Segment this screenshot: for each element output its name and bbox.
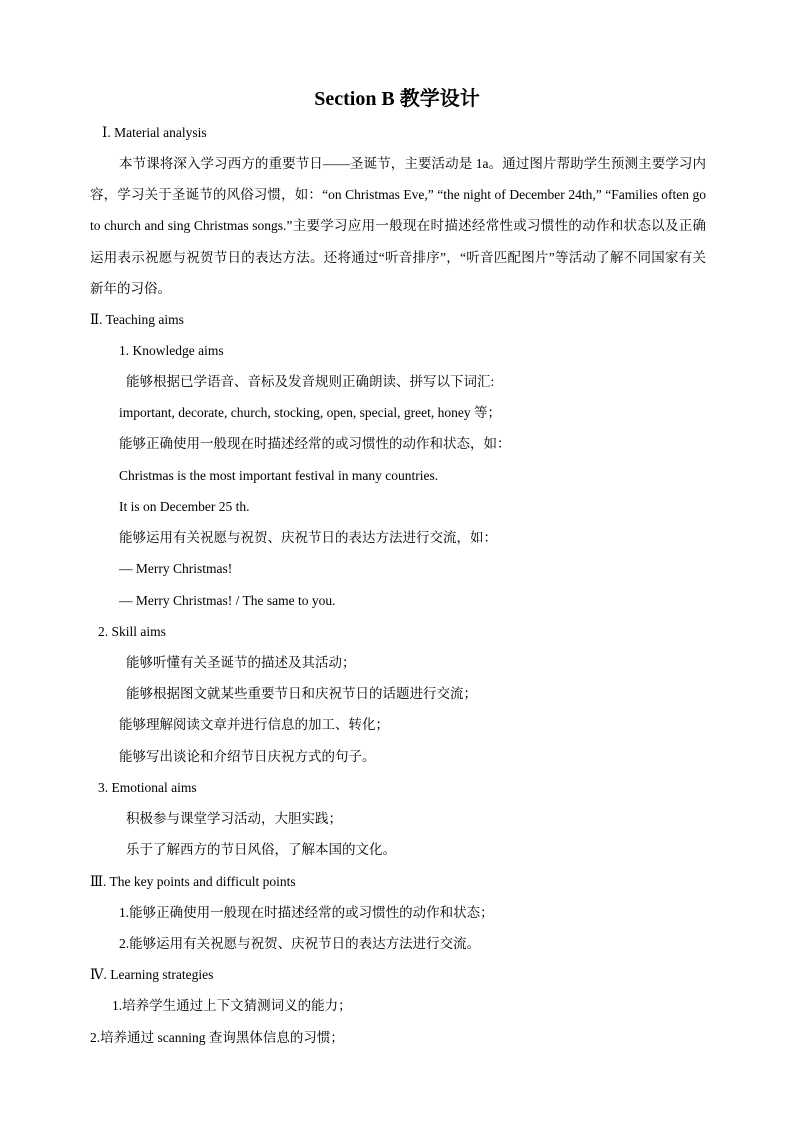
emotional-line: 积极参与课堂学习活动，大胆实践；: [126, 811, 342, 826]
knowledge-line: 能够根据已学语音、音标及发音规则正确朗读、拼写以下词汇:: [126, 374, 495, 389]
knowledge-line: Christmas is the most important festival in many countries.: [119, 468, 439, 483]
subheading-skill-aims: 2. Skill aims: [98, 624, 166, 639]
skill-line: 能够写出谈论和介绍节日庆祝方式的句子。: [119, 749, 376, 764]
knowledge-line: important, decorate, church, stocking, open, special, greet, honey 等；: [119, 405, 502, 420]
material-paragraph: 本节课将深入学习西方的重要节日——圣诞节，主要活动是 1a。通过图片帮助学生预测主要学习内容，学习关于圣诞节的风俗习惯，如：“on Christmas Eve,” “the night of December 24th,” “Families often go to church and sing Christmas songs.”主要学习应用一般现在时描述经常性或习惯性的动作和状态以及正确运用表示祝愿与祝贺节日的表达方法。还将通过“听音排序”，“听音匹配图片”等活动了解不同国家有关新年的习俗。: [90, 156, 706, 296]
strategy-line: 1.培养学生通过上下文猜测词义的能力；: [112, 998, 352, 1013]
subheading-emotional-aims: 3. Emotional aims: [98, 780, 197, 795]
knowledge-line: 能够运用有关祝愿与祝贺、庆祝节日的表达方法进行交流，如：: [119, 530, 497, 545]
knowledge-line: It is on December 25 th.: [119, 499, 250, 514]
skill-line: 能够理解阅读文章并进行信息的加工、转化；: [119, 717, 389, 732]
keypoint-line: 2.能够运用有关祝愿与祝贺、庆祝节日的表达方法进行交流。: [119, 936, 481, 951]
section-heading-keypoints: Ⅲ. The key points and difficult points: [90, 874, 296, 889]
strategy-line: 2.培养通过 scanning 查询黑体信息的习惯；: [90, 1030, 344, 1045]
keypoint-line: 1.能够正确使用一般现在时描述经常的或习惯性的动作和状态；: [119, 905, 494, 920]
section-heading-aims: Ⅱ. Teaching aims: [90, 312, 184, 327]
document-title: Section B 教学设计: [314, 88, 480, 110]
subheading-knowledge-aims: 1. Knowledge aims: [119, 343, 224, 358]
section-heading-material: Ⅰ. Material analysis: [102, 125, 207, 140]
knowledge-line: — Merry Christmas!: [119, 561, 233, 576]
skill-line: 能够根据图文就某些重要节日和庆祝节日的话题进行交流；: [126, 686, 477, 701]
emotional-line: 乐于了解西方的节日风俗，了解本国的文化。: [126, 842, 396, 857]
knowledge-line: 能够正确使用一般现在时描述经常的或习惯性的动作和状态，如：: [119, 436, 511, 451]
knowledge-line: — Merry Christmas! / The same to you.: [119, 593, 336, 608]
section-heading-strategies: Ⅳ. Learning strategies: [90, 967, 214, 982]
skill-line: 能够听懂有关圣诞节的描述及其活动；: [126, 655, 356, 670]
